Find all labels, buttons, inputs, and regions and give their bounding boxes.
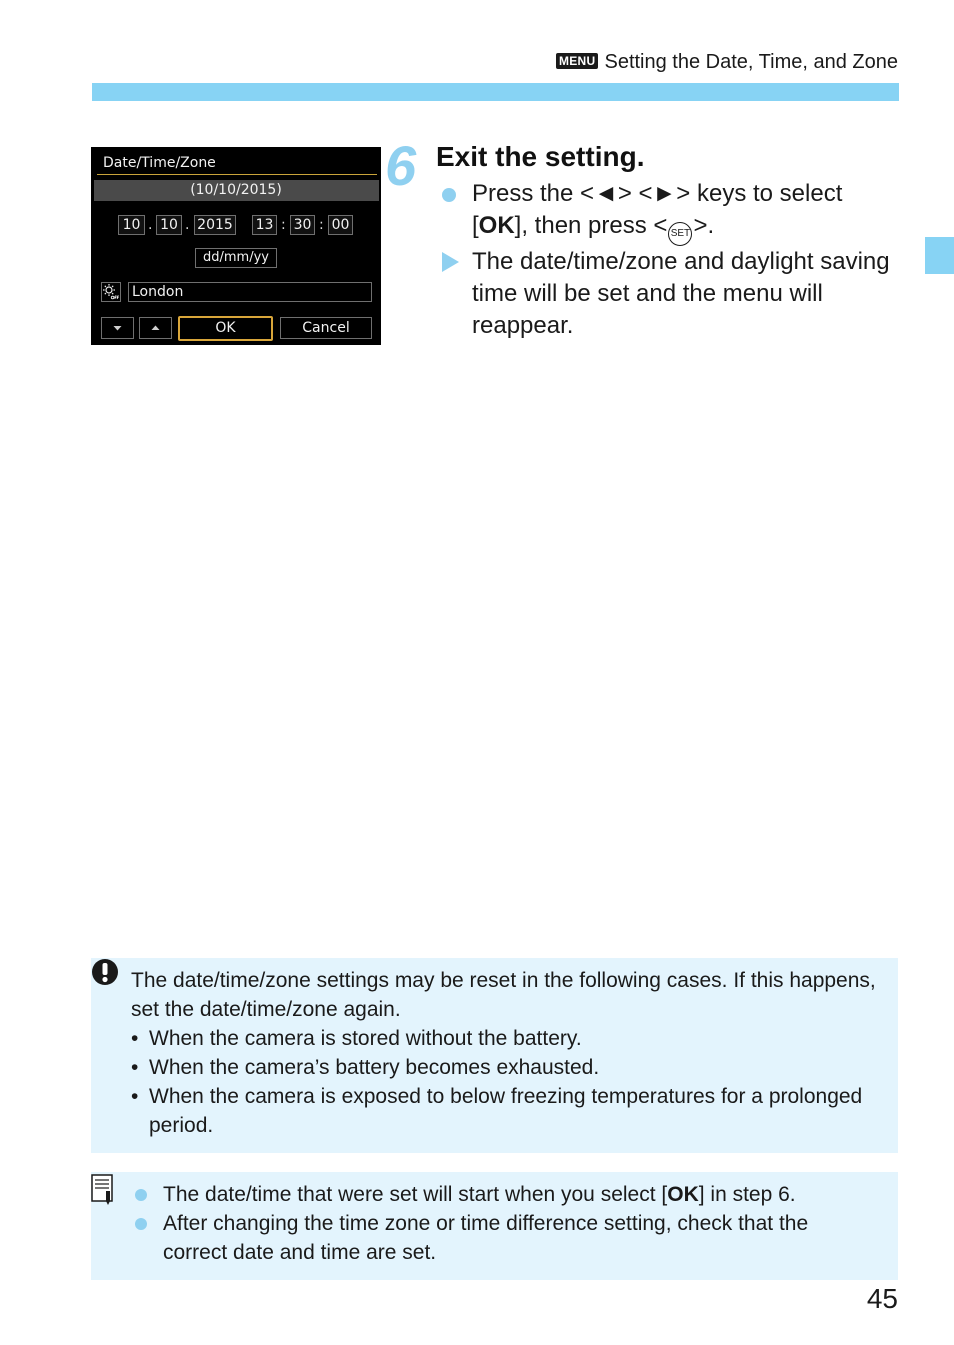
note-item: After changing the time zone or time difference setting, check that the correct date and time are set. xyxy=(135,1209,875,1267)
page-number: 45 xyxy=(866,1283,898,1314)
minute-field[interactable]: 30 xyxy=(290,215,315,235)
chapter-side-tab xyxy=(925,237,954,274)
right-key-icon: ► xyxy=(652,180,677,207)
title-divider xyxy=(97,174,377,175)
result-arrow-icon xyxy=(442,252,459,272)
hour-field[interactable]: 13 xyxy=(252,215,277,235)
time-zone-field[interactable]: London xyxy=(128,282,372,302)
step-number: 6 xyxy=(385,134,417,197)
time-separator: : xyxy=(319,217,324,233)
ok-label: OK xyxy=(478,212,515,239)
result-item xyxy=(440,246,900,342)
bullet-dot-icon xyxy=(135,1218,147,1230)
step-title: Exit the setting. xyxy=(436,141,645,172)
left-key-icon: ◄ xyxy=(594,180,618,207)
chevron-down-icon xyxy=(102,318,133,338)
date-separator: . xyxy=(148,217,153,233)
note-item: The date/time that were set will start when you select [OK] in step 6. xyxy=(135,1180,875,1209)
menu-icon: MENU xyxy=(556,53,599,69)
camera-screen-title: Date/Time/Zone xyxy=(103,155,216,171)
camera-screen xyxy=(91,147,381,345)
cancel-button[interactable]: Cancel xyxy=(280,317,372,339)
header-title: Setting the Date, Time, and Zone xyxy=(604,51,898,73)
caution-item: • When the camera is exposed to below freezing temperatures for a prolonged period. xyxy=(131,1085,863,1137)
step-body xyxy=(440,178,900,342)
set-button-icon: SET xyxy=(668,222,692,246)
bullet-dot-icon xyxy=(442,188,456,202)
date-display: (10/10/2015) xyxy=(190,182,282,198)
result-text: The date/time/zone and daylight saving time will be set and the menu will reappear. xyxy=(472,248,890,339)
instruction-item: Press the <◄> <►> keys to select [OK], then press < SET >. xyxy=(440,178,900,246)
bullet-dot-icon xyxy=(135,1189,147,1201)
caution-item: • When the camera’s battery becomes exhausted. xyxy=(131,1056,600,1079)
ok-button[interactable]: OK xyxy=(178,316,273,341)
caution-intro: The date/time/zone settings may be reset in the following cases. If this happens, set the date/time/zone again. xyxy=(131,969,876,1021)
day-field[interactable]: 10 xyxy=(118,215,145,235)
header-color-bar xyxy=(92,83,899,101)
caution-item: • When the camera is stored without the battery. xyxy=(131,1027,582,1050)
running-header xyxy=(92,48,898,76)
ok-label: OK xyxy=(667,1183,699,1206)
date-separator: . xyxy=(185,217,190,233)
chevron-up-icon xyxy=(140,318,171,338)
date-format-field[interactable]: dd/mm/yy xyxy=(195,248,277,268)
month-field[interactable]: 10 xyxy=(156,215,182,235)
caution-icon xyxy=(91,958,121,988)
year-field[interactable]: 2015 xyxy=(194,215,236,235)
scroll-down-button[interactable] xyxy=(101,317,134,339)
scroll-up-button[interactable] xyxy=(139,317,172,339)
second-field[interactable]: 00 xyxy=(328,215,353,235)
caution-box xyxy=(91,958,898,1153)
memo-icon xyxy=(91,1174,117,1208)
note-box xyxy=(91,1172,898,1280)
daylight-saving-icon[interactable] xyxy=(101,282,121,302)
time-separator: : xyxy=(281,217,286,233)
